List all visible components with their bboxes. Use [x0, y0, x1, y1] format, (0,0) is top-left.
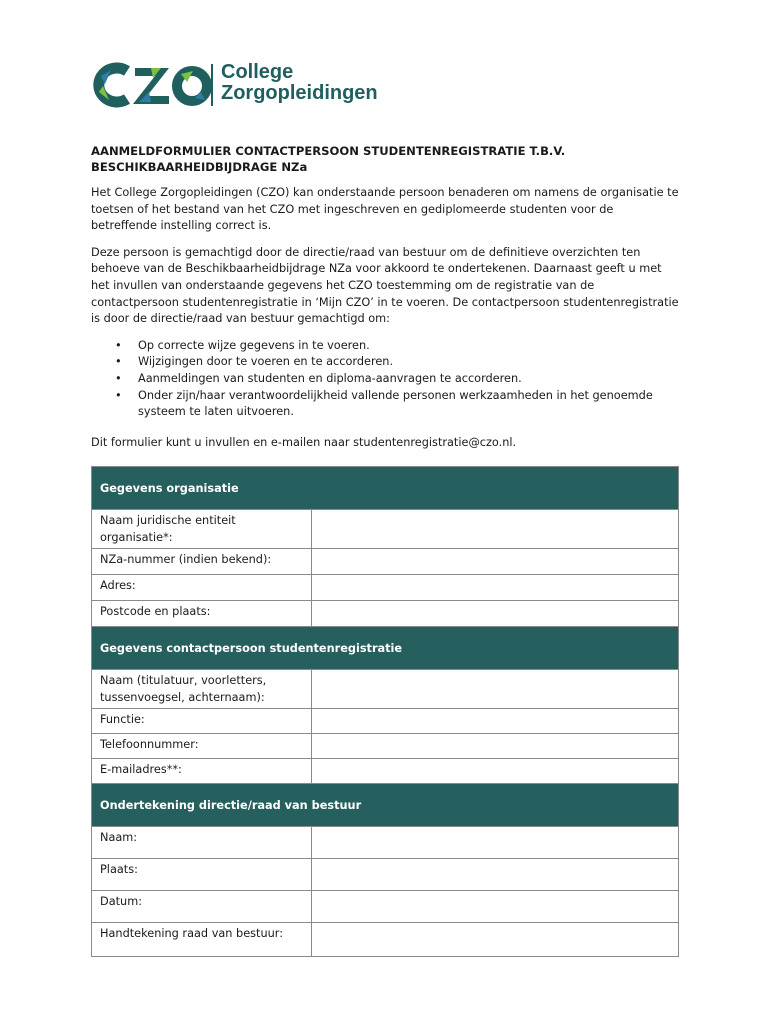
- list-item: [91, 354, 681, 371]
- document-title: AANMELDFORMULIER CONTACTPERSOON STUDENTENREGISTRATIE T.B.V. BESCHIKBAARHEIDBIJDRAGE NZa: [91, 144, 566, 174]
- table-row: [92, 601, 679, 627]
- table-row: [92, 734, 679, 759]
- list-item: [91, 371, 681, 388]
- czo-logo-mark: [91, 62, 213, 108]
- table-row: [92, 827, 679, 859]
- field-input-signer-name[interactable]: [311, 827, 678, 859]
- field-input-email[interactable]: [311, 759, 678, 784]
- list-item-text: Aanmeldingen van studenten en diploma-aanvragen te accorderen.: [138, 371, 522, 385]
- field-label-function: Functie:: [92, 709, 312, 734]
- list-item-text: Wijzigingen door te voeren en te accorderen.: [138, 355, 394, 369]
- field-label-address: Adres:: [92, 575, 312, 601]
- field-input-entity-name[interactable]: [311, 510, 678, 549]
- list-item-text: Onder zijn/haar verantwoordelijkheid vallende personen werkzaamheden in het genoemde systeem te laten uitvoeren.: [138, 388, 653, 419]
- field-input-address[interactable]: [311, 575, 678, 601]
- table-row: [92, 709, 679, 734]
- registration-form-table: [91, 466, 679, 957]
- field-input-contact-name[interactable]: [311, 670, 678, 709]
- intro-paragraph: Het College Zorgopleidingen (CZO) kan onderstaande persoon benaderen om namens de organisatie te toetsen of het bestand van het CZO met ingeschreven en gediplomeerde studenten voor de betreffende instelling correct is.: [91, 186, 679, 233]
- bullet-icon: •: [115, 388, 122, 402]
- table-row: [92, 510, 679, 549]
- section-header-contact: [92, 627, 679, 670]
- section-header-organisation: [92, 467, 679, 510]
- table-row: [92, 923, 679, 957]
- section-title: Ondertekening directie/raad van bestuur: [92, 784, 679, 827]
- field-label-nza-number: NZa-nummer (indien bekend):: [92, 549, 312, 575]
- section-title: Gegevens organisatie: [92, 467, 679, 510]
- logo-line-college: College: [221, 61, 294, 83]
- field-label-postcode-city: Postcode en plaats:: [92, 601, 312, 627]
- field-input-place[interactable]: [311, 859, 678, 891]
- field-input-nza-number[interactable]: [311, 549, 678, 575]
- section-header-signature: [92, 784, 679, 827]
- list-item-text: Op correcte wijze gegevens in te voeren.: [138, 338, 370, 352]
- field-label-place: Plaats:: [92, 859, 312, 891]
- field-label-entity-name: Naam juridische entiteit organisatie*:: [92, 510, 312, 549]
- section-title: Gegevens contactpersoon studentenregistratie: [92, 627, 679, 670]
- table-row: [92, 670, 679, 709]
- field-label-contact-name: Naam (titulatuur, voorletters, tussenvoegsel, achternaam):: [92, 670, 312, 709]
- bullet-icon: •: [115, 355, 122, 369]
- field-label-phone: Telefoonnummer:: [92, 734, 312, 759]
- bullet-icon: •: [115, 338, 122, 352]
- list-item: [91, 388, 681, 421]
- table-row: [92, 549, 679, 575]
- permissions-list: [91, 338, 681, 421]
- czo-logo: [91, 62, 401, 108]
- logo-letter-z: [133, 68, 169, 104]
- email-instruction: Dit formulier kunt u invullen en e-mailen naar studentenregistratie@czo.nl.: [91, 435, 517, 449]
- field-input-phone[interactable]: [311, 734, 678, 759]
- logo-letter-c: [99, 68, 127, 102]
- logo-line-zorgopleidingen: Zorgopleidingen: [221, 82, 378, 104]
- table-row: [92, 891, 679, 923]
- table-row: [92, 575, 679, 601]
- field-input-date[interactable]: [311, 891, 678, 923]
- field-input-signature[interactable]: [311, 923, 678, 957]
- field-label-date: Datum:: [92, 891, 312, 923]
- logo-divider: [211, 64, 213, 106]
- field-label-signer-name: Naam:: [92, 827, 312, 859]
- document-body: [91, 143, 681, 461]
- mandate-paragraph: Deze persoon is gemachtigd door de directie/raad van bestuur om de definitieve overzichten ten behoeve van de Beschikbaarheidbijdrage NZa voor akkoord te ondertekenen. Daarnaast geeft u met het invullen van onderstaande gegevens het CZO toestemming om de registratie van de contactpersoon studentenregistratie in ‘Mijn CZO’ in te voeren. De contactpersoon studentenregistratie is door de directie/raad van bestuur gemachtigd om:: [91, 245, 679, 326]
- bullet-icon: •: [115, 371, 122, 385]
- field-label-email: E-mailadres**:: [92, 759, 312, 784]
- field-input-function[interactable]: [311, 709, 678, 734]
- table-row: [92, 859, 679, 891]
- table-row: [92, 759, 679, 784]
- logo-wordmark: [221, 62, 378, 104]
- field-input-postcode-city[interactable]: [311, 601, 678, 627]
- list-item: [91, 338, 681, 355]
- field-label-signature: Handtekening raad van bestuur:: [92, 923, 312, 957]
